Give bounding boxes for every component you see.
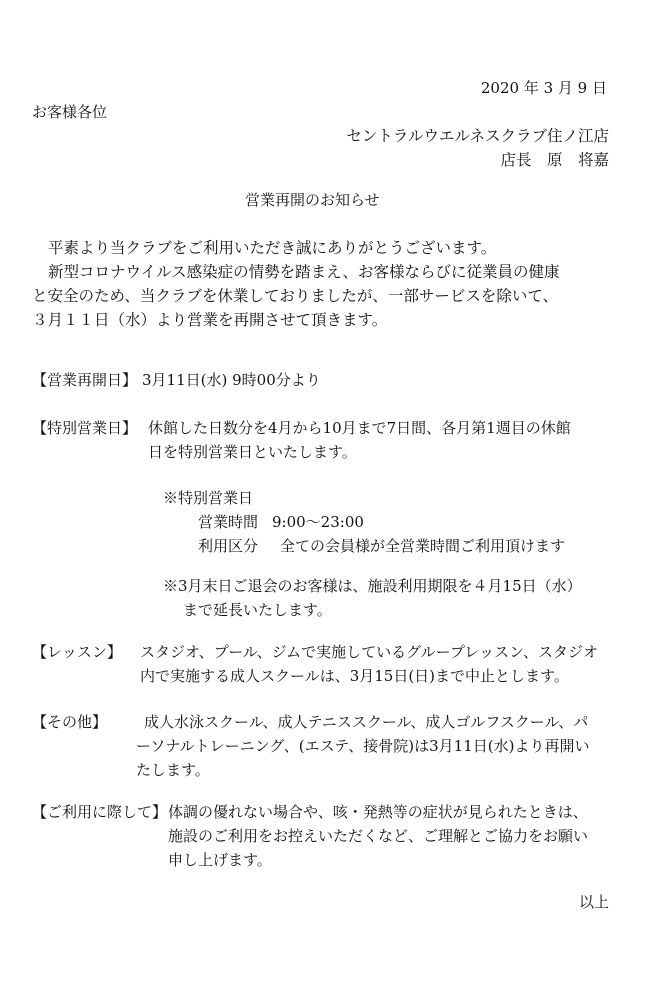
intro-line-1: 平素より当クラブをご利用いただき誠にありがとうございます。: [48, 239, 497, 257]
usage-notes-line-1: 体調の優れない場合や、咳・発熱等の症状が見られたときは、: [168, 803, 588, 821]
other-line-3: たします。: [136, 761, 210, 779]
intro-line-4: ３月１１日（水）より営業を再開させて頂きます。: [32, 311, 388, 329]
page-title: 営業再開のお知らせ: [245, 191, 380, 209]
other-line-2: ーソナルトレーニング、(エステ、接骨院)は3月11日(水)より再開い: [136, 737, 590, 755]
closing-text: 以上: [578, 893, 609, 911]
hours-label: 営業時間: [198, 513, 259, 531]
special-label: 【特別営業日】: [32, 419, 138, 437]
reopen-text: 3月11日(水) 9時00分より: [142, 371, 321, 389]
special-subtitle: ※特別営業日: [163, 489, 254, 507]
other-label: 【その他】: [32, 713, 108, 731]
special-line-2: 日を特別営業日といたします。: [148, 443, 357, 461]
special-line-1: 休館した日数分を4月から10月まで7日間、各月第1週目の休館: [148, 419, 571, 437]
document-date: 2020 年 3 月 9 日: [480, 79, 607, 97]
intro-line-2: 新型コロナウイルス感染症の情勢を踏まえ、お客様ならびに従業員の健康: [48, 263, 560, 281]
special-note-line-1: ※3月末日ご退会のお客様は、施設利用期限を４月15日（水）: [163, 577, 582, 595]
sender-person: 店長 原 将嘉: [500, 151, 609, 169]
lesson-label: 【レッスン】: [32, 643, 122, 661]
other-line-1: 成人水泳スクール、成人テニススクール、成人ゴルフスクール、パ: [144, 713, 589, 731]
hours-value: 9:00～23:00: [272, 513, 364, 531]
usage-label: 利用区分: [198, 537, 259, 555]
usage-notes-label: 【ご利用に際して】: [32, 803, 168, 821]
special-note-line-2: まで延長いたします。: [183, 601, 332, 619]
reopen-label: 【営業再開日】: [32, 371, 138, 389]
intro-line-3: と安全のため、当クラブを休業しておりましたが、一部サービスを除いて、: [32, 287, 559, 305]
usage-notes-line-2: 施設のご利用をお控えいただくなど、ご理解とご協力をお願い: [168, 827, 589, 845]
lesson-line-2: 内で実施する成人スクールは、3月15日(日)まで中止とします。: [140, 667, 569, 685]
recipient: お客様各位: [32, 103, 108, 121]
usage-notes-line-3: 申し上げます。: [168, 851, 272, 869]
lesson-line-1: スタジオ、プール、ジムで実施しているグループレッスン、スタジオ: [140, 643, 598, 661]
usage-value: 全ての会員様が全営業時間ご利用頂けます: [280, 537, 566, 555]
sender-organization: セントラルウエルネスクラブ住ノ江店: [346, 127, 609, 145]
